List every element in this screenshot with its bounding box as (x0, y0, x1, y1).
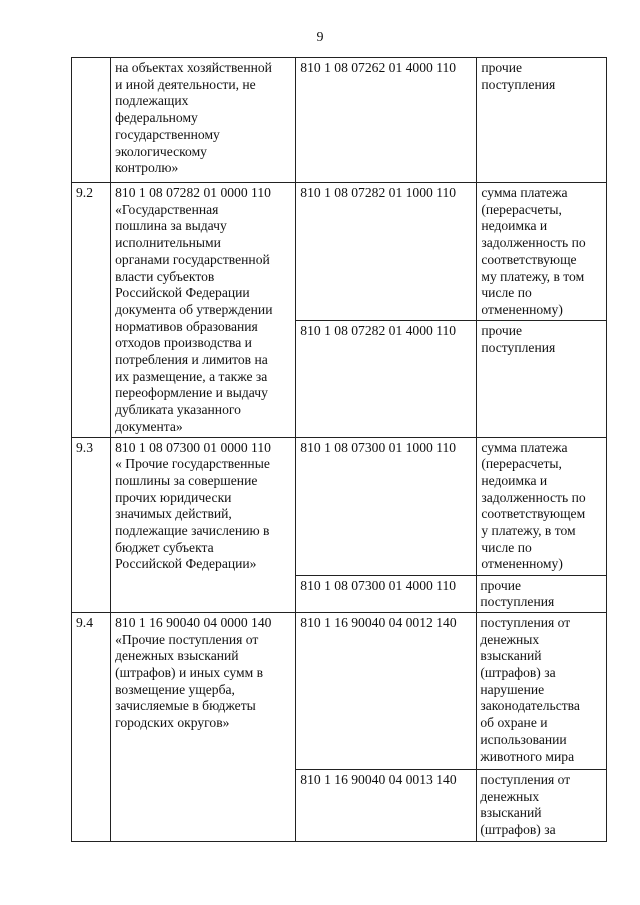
page-number: 9 (316, 30, 324, 45)
sub-description: поступления от денежных взысканий (штрафов) за нарушение законодательства об охране и использовании животного мира (477, 612, 607, 769)
sub-code: 810 1 08 07282 01 1000 110 (296, 183, 477, 321)
sub-code: 810 1 16 90040 04 0013 140 (296, 769, 477, 841)
row-name: на объектах хозяйственной и иной деятельности, не подлежащих федеральному государственному экологическому контролю» (111, 58, 296, 183)
table-row (72, 183, 607, 321)
sub-code: 810 1 08 07282 01 4000 110 (296, 321, 477, 437)
row-name: 810 1 08 07300 01 0000 110 « Прочие государственные пошлины за совершение прочих юридически значимых действий, подлежащие зачислению в бюджет субъекта Российской Федерации» (111, 437, 296, 612)
sub-code: 810 1 08 07300 01 4000 110 (296, 575, 477, 612)
sub-code: 810 1 08 07300 01 1000 110 (296, 437, 477, 575)
sub-description: прочие поступления (477, 321, 607, 437)
sub-description: сумма платежа (перерасчеты, недоимка и задолженность по соответствующем у платежу, в том числе по отмененному) (477, 437, 607, 575)
row-number: 9.3 (72, 437, 111, 612)
row-name: 810 1 16 90040 04 0000 140 «Прочие поступления от денежных взысканий (штрафов) и иных сумм в возмещение ущерба, зачисляемые в бюджеты городских округов» (111, 612, 296, 841)
sub-code: 810 1 16 90040 04 0012 140 (296, 612, 477, 769)
row-number: 9.2 (72, 183, 111, 438)
budget-codes-table (71, 57, 607, 842)
sub-description: прочие поступления (477, 58, 607, 183)
table-row (72, 58, 607, 183)
sub-description: прочие поступления (477, 575, 607, 612)
row-name: 810 1 08 07282 01 0000 110 «Государственная пошлина за выдачу исполнительными органами государственной власти субъектов Российской Федерации документа об утверждении нормативов образования отходов производства и потребления и лимитов на их размещение, а также за переоформление и выдачу дубликата указанного документа» (111, 183, 296, 438)
row-number (72, 58, 111, 183)
table-row (72, 612, 607, 769)
sub-description: поступления от денежных взысканий (штрафов) за (477, 769, 607, 841)
sub-description: сумма платежа (перерасчеты, недоимка и задолженность по соответствующе му платежу, в том числе по отмененному) (477, 183, 607, 321)
row-number: 9.4 (72, 612, 111, 841)
sub-code: 810 1 08 07262 01 4000 110 (296, 58, 477, 183)
table-row (72, 437, 607, 575)
